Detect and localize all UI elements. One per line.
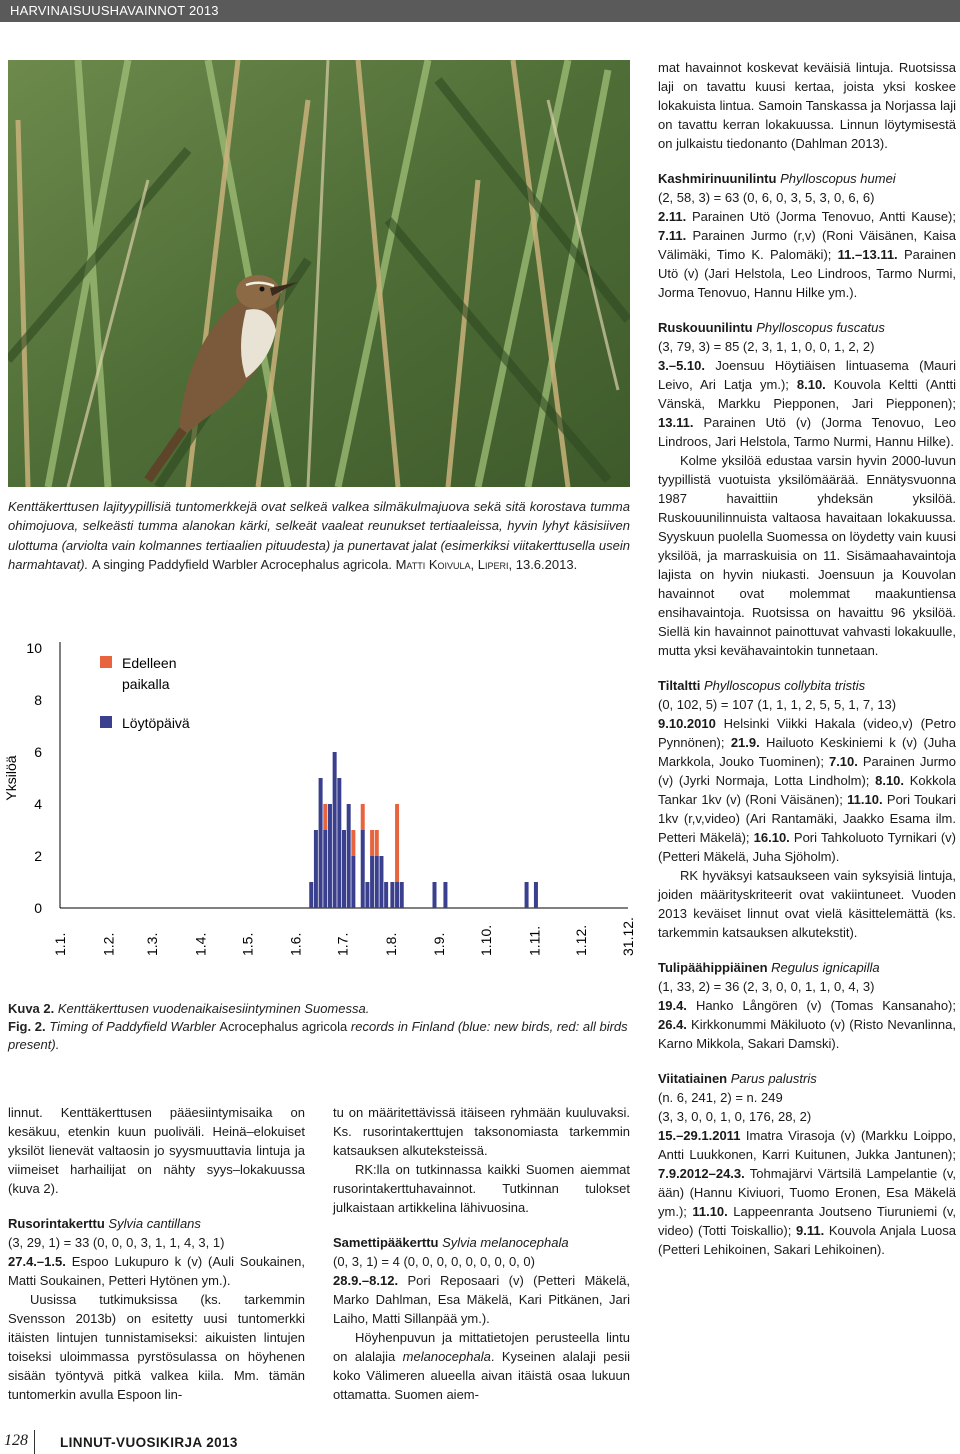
record-text: Parainen Utö (v) (Jari Helstola, Leo Lindroos, Tarmo Nurmi, Jorma Tenovuo, Hannu Hilke ym.). [658, 247, 956, 300]
photo-credit: Matti Koivula, Liperi, 13.6.2013. [395, 557, 578, 573]
record-date: 7.9.2012–24.3. [658, 1166, 745, 1181]
record-date: 28.9.–8.12. [333, 1273, 399, 1288]
x-tick-label: 1.2. [100, 932, 117, 956]
record-date: 15.–29.1.2011 [658, 1128, 741, 1143]
bar-lotopaiva [323, 830, 327, 908]
record-date: 21.9. [730, 735, 760, 750]
figure-caption [8, 1000, 630, 1054]
bar-lotopaiva [384, 882, 388, 908]
record-date: 8.10. [875, 773, 905, 788]
record-date: 11.–13.11. [837, 247, 898, 262]
paragraph-part: . Kyseinen alalaji pesii koko Välimeren alueella aivan itäistä osaa lukuun ottamatta. Suomen aiem- [333, 1349, 630, 1402]
species-heading [8, 1214, 305, 1233]
species-scientific: Sylvia melanocephala [442, 1235, 569, 1250]
bar-lotopaiva [390, 882, 394, 908]
fig-label-en: Fig. 2. [8, 1019, 46, 1034]
bar-lotopaiva [365, 882, 369, 908]
species-counts: (3, 79, 3) = 85 (2, 3, 1, 1, 0, 0, 1, 2, 2) [658, 339, 875, 354]
record-date: 8.10. [796, 377, 826, 392]
x-tick-label: 1.4. [192, 932, 209, 956]
species-scientific: Phylloscopus fuscatus [756, 320, 885, 335]
record-text: Parainen Jurmo (v) (Jyrki Normaja, Lotta Lindholm); [658, 754, 956, 788]
paragraph: RK:lla on tutkinnassa kaikki Suomen aiemmat rusorintakerttuhavainnot. Tutkinnan tulokset julkaistaan artikkelina lähivuosina. [333, 1162, 630, 1215]
text-column-middle [333, 1103, 630, 1404]
x-tick-label: 1.9. [431, 932, 448, 956]
bar-lotopaiva [319, 778, 323, 908]
running-header-title: HARVINAISUUSHAVAINNOT 2013 [10, 3, 219, 18]
bar-lotopaiva [347, 804, 351, 908]
bar-lotopaiva [379, 856, 383, 908]
bar-edelleen-paikalla [375, 830, 379, 856]
record-text: Imatra Virasoja (v) (Markku Loippo, Antti Luukkonen, Karri Kuitunen, Jukka Jantunen); [658, 1128, 956, 1162]
record-entry [658, 1126, 956, 1259]
record-text: Pori Reposaari (v) (Petteri Mäkelä, Marko Dahlman, Esa Mäkelä, Kari Pitkänen, Jari Laiho, Matti Sillanpää ym.). [333, 1273, 630, 1326]
record-date: 11.10. [847, 792, 883, 807]
record-entry [658, 207, 956, 302]
bar-edelleen-paikalla [370, 830, 374, 856]
photo-caption-fi: Kenttäkerttusen lajityypillisiä tuntomerkkejä ovat selkeä valkea silmäkulmajuova sekä sitä korostava tumma ohimojuova, selkeästi tumma alanokan kärki, selkeät vaaleat reunukset tertiaaleissa, hyvin lyhyt käsisiiven ulottuma (arviolta vain kolmannes tertiaalien pituudesta) ja punertavat jalat (esimerkiksi viitakerttusella usein harmahtavat). [8, 499, 630, 573]
y-tick-label: 4 [34, 796, 42, 812]
record-text: Hailuoto Keskiniemi k (v) (Juha Markkola, Jouko Tuominen); [658, 735, 956, 769]
bar-lotopaiva [351, 856, 355, 908]
subspecies-name: melanocephala [402, 1349, 491, 1364]
y-tick-label: 10 [26, 640, 42, 656]
record-text: Tohmajärvi Värtsilä Lampelantie (v, ään) (Hannu Kiviuori, Tuomo Eronen, Esa Mäkelä ym.); [658, 1166, 956, 1219]
page-footer [0, 1430, 420, 1454]
record-text: Kouvola Anjala Luosa (Petteri Lehikoinen, Sakari Lehikoinen). [658, 1223, 956, 1257]
record-date: 16.10. [753, 830, 790, 845]
species-counts: (0, 3, 1) = 4 (0, 0, 0, 0, 0, 0, 0, 0, 0) [333, 1254, 535, 1269]
fig-caption-en-a: Timing of Paddyfield Warbler [49, 1019, 216, 1034]
species-name: Samettipääkerttu [333, 1235, 439, 1250]
photo-caption-en: A singing Paddyfield Warbler Acrocephalus agricola. [91, 557, 392, 573]
species-counts: (0, 102, 5) = 107 (1, 1, 1, 2, 5, 5, 1, 7, 13) [658, 697, 897, 712]
y-axis-label: Yksilöä [3, 755, 19, 801]
species-heading [333, 1233, 630, 1252]
x-tick-label: 1.11. [526, 925, 543, 956]
record-text: Helsinki Viikki Hakala (video,v) (Petro Pynnönen); [658, 716, 956, 750]
bar-lotopaiva [443, 882, 447, 908]
bar-lotopaiva [395, 882, 399, 908]
paragraph: Kolme yksilöä edustaa varsin hyvin 2000-luvun tyypillistä vuotuista yksilömäärää. Ennätysvuonna 1987 havaittiin yhdeksän yksilöä. Ruskouunilinnuista valtaosa havaitaan lokakuussa. Syyskuun puolella Suomessa on löydetty vain kuusi yksilöä, ja marraskuisia on 11. Sisämaahavaintoja lajista on hyvin niukasti. Joensuun ja Kouvolan havainnot ovat molemmat maakuntiensa ensihavaintoja. Ruotsissa on havaittu 96 yksilöä. Siellä kin havainnot painottuvat vahvasti lokakuulle, mutta yksi kevähavaintokin tunnetaan. [658, 453, 956, 658]
record-text: Parainen Utö (v) (Jorma Tenovuo, Leo Lindroos, Jari Helstola, Tarmo Nurmi, Hannu Hilke). [658, 415, 956, 449]
paragraph: linnut. Kenttäkerttusen pääesiintymisaika on kesäkuu, etenkin kuun puoliväli. Heinä–elokuiset yksilöt lienevät valtaosin jo syysmuuttavia lintuja ja viimeiset harhailijat on nähty syys–lokakuussa (kuva 2). [8, 1105, 305, 1196]
bar-lotopaiva [328, 804, 332, 908]
bar-lotopaiva [361, 830, 365, 908]
x-tick-label: 1.7. [334, 932, 351, 956]
legend-swatch-lotopaiva [100, 716, 112, 728]
y-tick-label: 6 [34, 744, 42, 760]
legend-label-edelleen: Edelleen paikalla [122, 655, 177, 692]
bar-edelleen-paikalla [361, 804, 365, 830]
x-tick-label: 1.12. [573, 924, 590, 956]
record-date: 7.11. [658, 228, 687, 243]
species-name: Kashmirinuunilintu [658, 171, 777, 186]
record-date: 3.–5.10. [658, 358, 705, 373]
running-header [0, 0, 960, 22]
y-tick-label: 0 [34, 900, 42, 916]
bar-lotopaiva [400, 882, 404, 908]
legend-swatch-edelleen [100, 656, 112, 668]
bar-lotopaiva [337, 778, 341, 908]
record-text: Pori Tahkoluoto Tyrnikari (v) (Petteri Mäkelä, Juha Sjöholm). [658, 830, 956, 864]
footer-divider [34, 1430, 35, 1454]
species-scientific: Phylloscopus humei [780, 171, 896, 186]
x-tick-label: 1.3. [144, 932, 161, 956]
fig-caption-fi: Kenttäkerttusen vuodenaikaisesiintyminen Suomessa. [57, 1001, 370, 1016]
bar-edelleen-paikalla [395, 804, 399, 882]
record-text: Kouvola Keltti (Antti Vänskä, Markku Piepponen, Jari Piepponen); [658, 377, 956, 411]
record-entry [8, 1252, 305, 1290]
species-scientific: Regulus ignicapilla [771, 960, 880, 975]
record-text: Lappeenranta Joutseno Tiuruniemi (v, video) (Totti Toiskallio); [658, 1204, 956, 1238]
magazine-title: LINNUT-VUOSIKIRJA 2013 [60, 1435, 238, 1450]
paragraph: Uusissa tutkimuksissa (ks. tarkemmin Svensson 2013b) on esitetty uusi tuntomerkki itäisten lintujen tunnistamiseksi: aikuisten lintujen toiseksi uloimmassa pyrstösulassa on höyhenen sisään työntyvä pitkä valkea kiila. Mm. tämän tuntomerkin avulla Espoon lin- [8, 1292, 305, 1402]
record-text: Hanko Långören (v) (Tomas Kansanaho); [695, 998, 956, 1013]
bar-lotopaiva [333, 752, 337, 908]
bar-lotopaiva [525, 882, 529, 908]
species-counts: (n. 6, 241, 2) = n. 249 [658, 1090, 783, 1105]
y-tick-label: 8 [34, 692, 42, 708]
record-date: 7.10. [828, 754, 858, 769]
species-scientific: Parus palustris [730, 1071, 817, 1086]
bird-photo [8, 60, 630, 487]
species-name: Viitatiainen [658, 1071, 728, 1086]
record-date: 19.4. [658, 998, 687, 1013]
photo-caption [8, 497, 630, 575]
record-entry [658, 996, 956, 1053]
record-date: 2.11. [658, 209, 687, 224]
species-counts: (2, 58, 3) = 63 (0, 6, 0, 3, 5, 3, 0, 6, 6) [658, 190, 875, 205]
paragraph: RK hyväksyi katsaukseen vain syksyisiä lintuja, joiden määrityskriteerit ovat vakiintuneet. Vuoden 2013 keväiset linnut ovat vielä käsittelemättä (ks. tarkemmin katsauksen alkutekstit). [658, 868, 956, 940]
species-name: Rusorintakerttu [8, 1216, 105, 1231]
record-date: 13.11. [658, 415, 694, 430]
bar-edelleen-paikalla [351, 830, 355, 856]
x-tick-label: 1.6. [287, 932, 304, 956]
paragraph [333, 1328, 630, 1404]
page-number: 128 [4, 1432, 28, 1449]
species-heading [658, 676, 956, 695]
paragraph-part: Höyhenpuvun ja mittatietojen perusteella lintu on alalajia [333, 1330, 630, 1364]
paragraph: tu on määritettävissä itäiseen ryhmään kuuluvaksi. Ks. rusorintakerttujen taksonomiasta tarkemmin katsauksen alkuteksteissä. [333, 1105, 630, 1158]
record-text: Parainen Utö (Jorma Tenovuo, Antti Kause); [691, 209, 956, 224]
bar-edelleen-paikalla [323, 804, 327, 830]
species-scientific: Sylvia cantillans [108, 1216, 201, 1231]
record-text: Kirkkonummi Mäkiluoto (v) (Risto Nevanlinna, Karno Mikkola, Sakari Damski). [658, 1017, 956, 1051]
paddyfield-warbler-photo [8, 60, 630, 487]
record-date: 9.11. [796, 1223, 825, 1238]
species-heading [658, 1069, 956, 1088]
fig-caption-en-b: records in Finland (blue: new birds, red: all birds present). [8, 1019, 628, 1052]
record-date: 26.4. [658, 1017, 687, 1032]
record-entry [658, 356, 956, 451]
bar-lotopaiva [314, 830, 318, 908]
species-name: Tulipäähippiäinen [658, 960, 768, 975]
bar-lotopaiva [534, 882, 538, 908]
fig-caption-en-sci: Acrocephalus agricola [219, 1019, 348, 1034]
bar-lotopaiva [433, 882, 437, 908]
species-heading [658, 169, 956, 188]
species-name: Tiltaltti [658, 678, 701, 693]
species-name: Ruskouunilintu [658, 320, 753, 335]
species-counts: (1, 33, 2) = 36 (2, 3, 0, 0, 1, 1, 0, 4, 3) [658, 979, 875, 994]
x-tick-label: 1.8. [382, 932, 399, 956]
species-scientific: Phylloscopus collybita tristis [704, 678, 866, 693]
species-counts: (3, 3, 0, 0, 1, 0, 176, 28, 2) [658, 1109, 812, 1124]
record-date: 27.4.–1.5. [8, 1254, 66, 1269]
x-tick-label: 1.10. [478, 924, 494, 956]
record-date: 9.10.2010 [658, 716, 716, 731]
species-counts: (3, 29, 1) = 33 (0, 0, 0, 3, 1, 1, 4, 3, 1) [8, 1235, 225, 1250]
text-column-right [658, 58, 956, 1259]
bar-lotopaiva [375, 856, 379, 908]
record-text: Pori Toukari 1kv (r,v,video) (Ari Rantamäki, Jaakko Esama ilm. Petteri Mäkelä); [658, 792, 956, 845]
seasonal-occurrence-chart [0, 632, 640, 982]
record-entry [658, 714, 956, 866]
y-tick-label: 2 [34, 848, 42, 864]
record-entry [333, 1271, 630, 1328]
record-text: Kokkola Tankar 1kv (v) (Roni Väisänen); [658, 773, 956, 807]
species-heading [658, 318, 956, 337]
fig-label-fi: Kuva 2. [8, 1001, 55, 1016]
record-text: Parainen Jurmo (r,v) (Roni Väisänen, Kaisa Välimäki, Timo K. Palomäki); [658, 228, 956, 262]
chart-svg [0, 632, 640, 982]
record-text: Espoo Lukupuro k (v) (Auli Soukainen, Matti Soukainen, Petteri Hytönen ym.). [8, 1254, 305, 1288]
species-heading [658, 958, 956, 977]
paragraph: mat havainnot koskevat keväisiä lintuja. Ruotsissa laji on tavattu kuusi kertaa, joista yksi koskee lokakuista lintua. Samoin Tanskassa ja Norjassa laji on tavattu kerran lokakuussa. Linnun löytymisestä on julkaistu tiedonanto (Dahlman 2013). [658, 60, 956, 151]
record-text: Joensuu Höytiäisen lintuasema (Mauri Leivo, Ari Latja ym.); [658, 358, 956, 392]
record-date: 11.10. [692, 1204, 728, 1219]
text-column-left [8, 1103, 305, 1404]
bar-lotopaiva [342, 830, 346, 908]
x-tick-label: 31.12. [620, 917, 636, 956]
bar-lotopaiva [309, 882, 313, 908]
bar-lotopaiva [370, 856, 374, 908]
x-tick-label: 1.1. [52, 932, 68, 956]
legend-label-lotopaiva: Löytöpäivä [122, 715, 190, 731]
x-tick-label: 1.5. [239, 932, 256, 956]
